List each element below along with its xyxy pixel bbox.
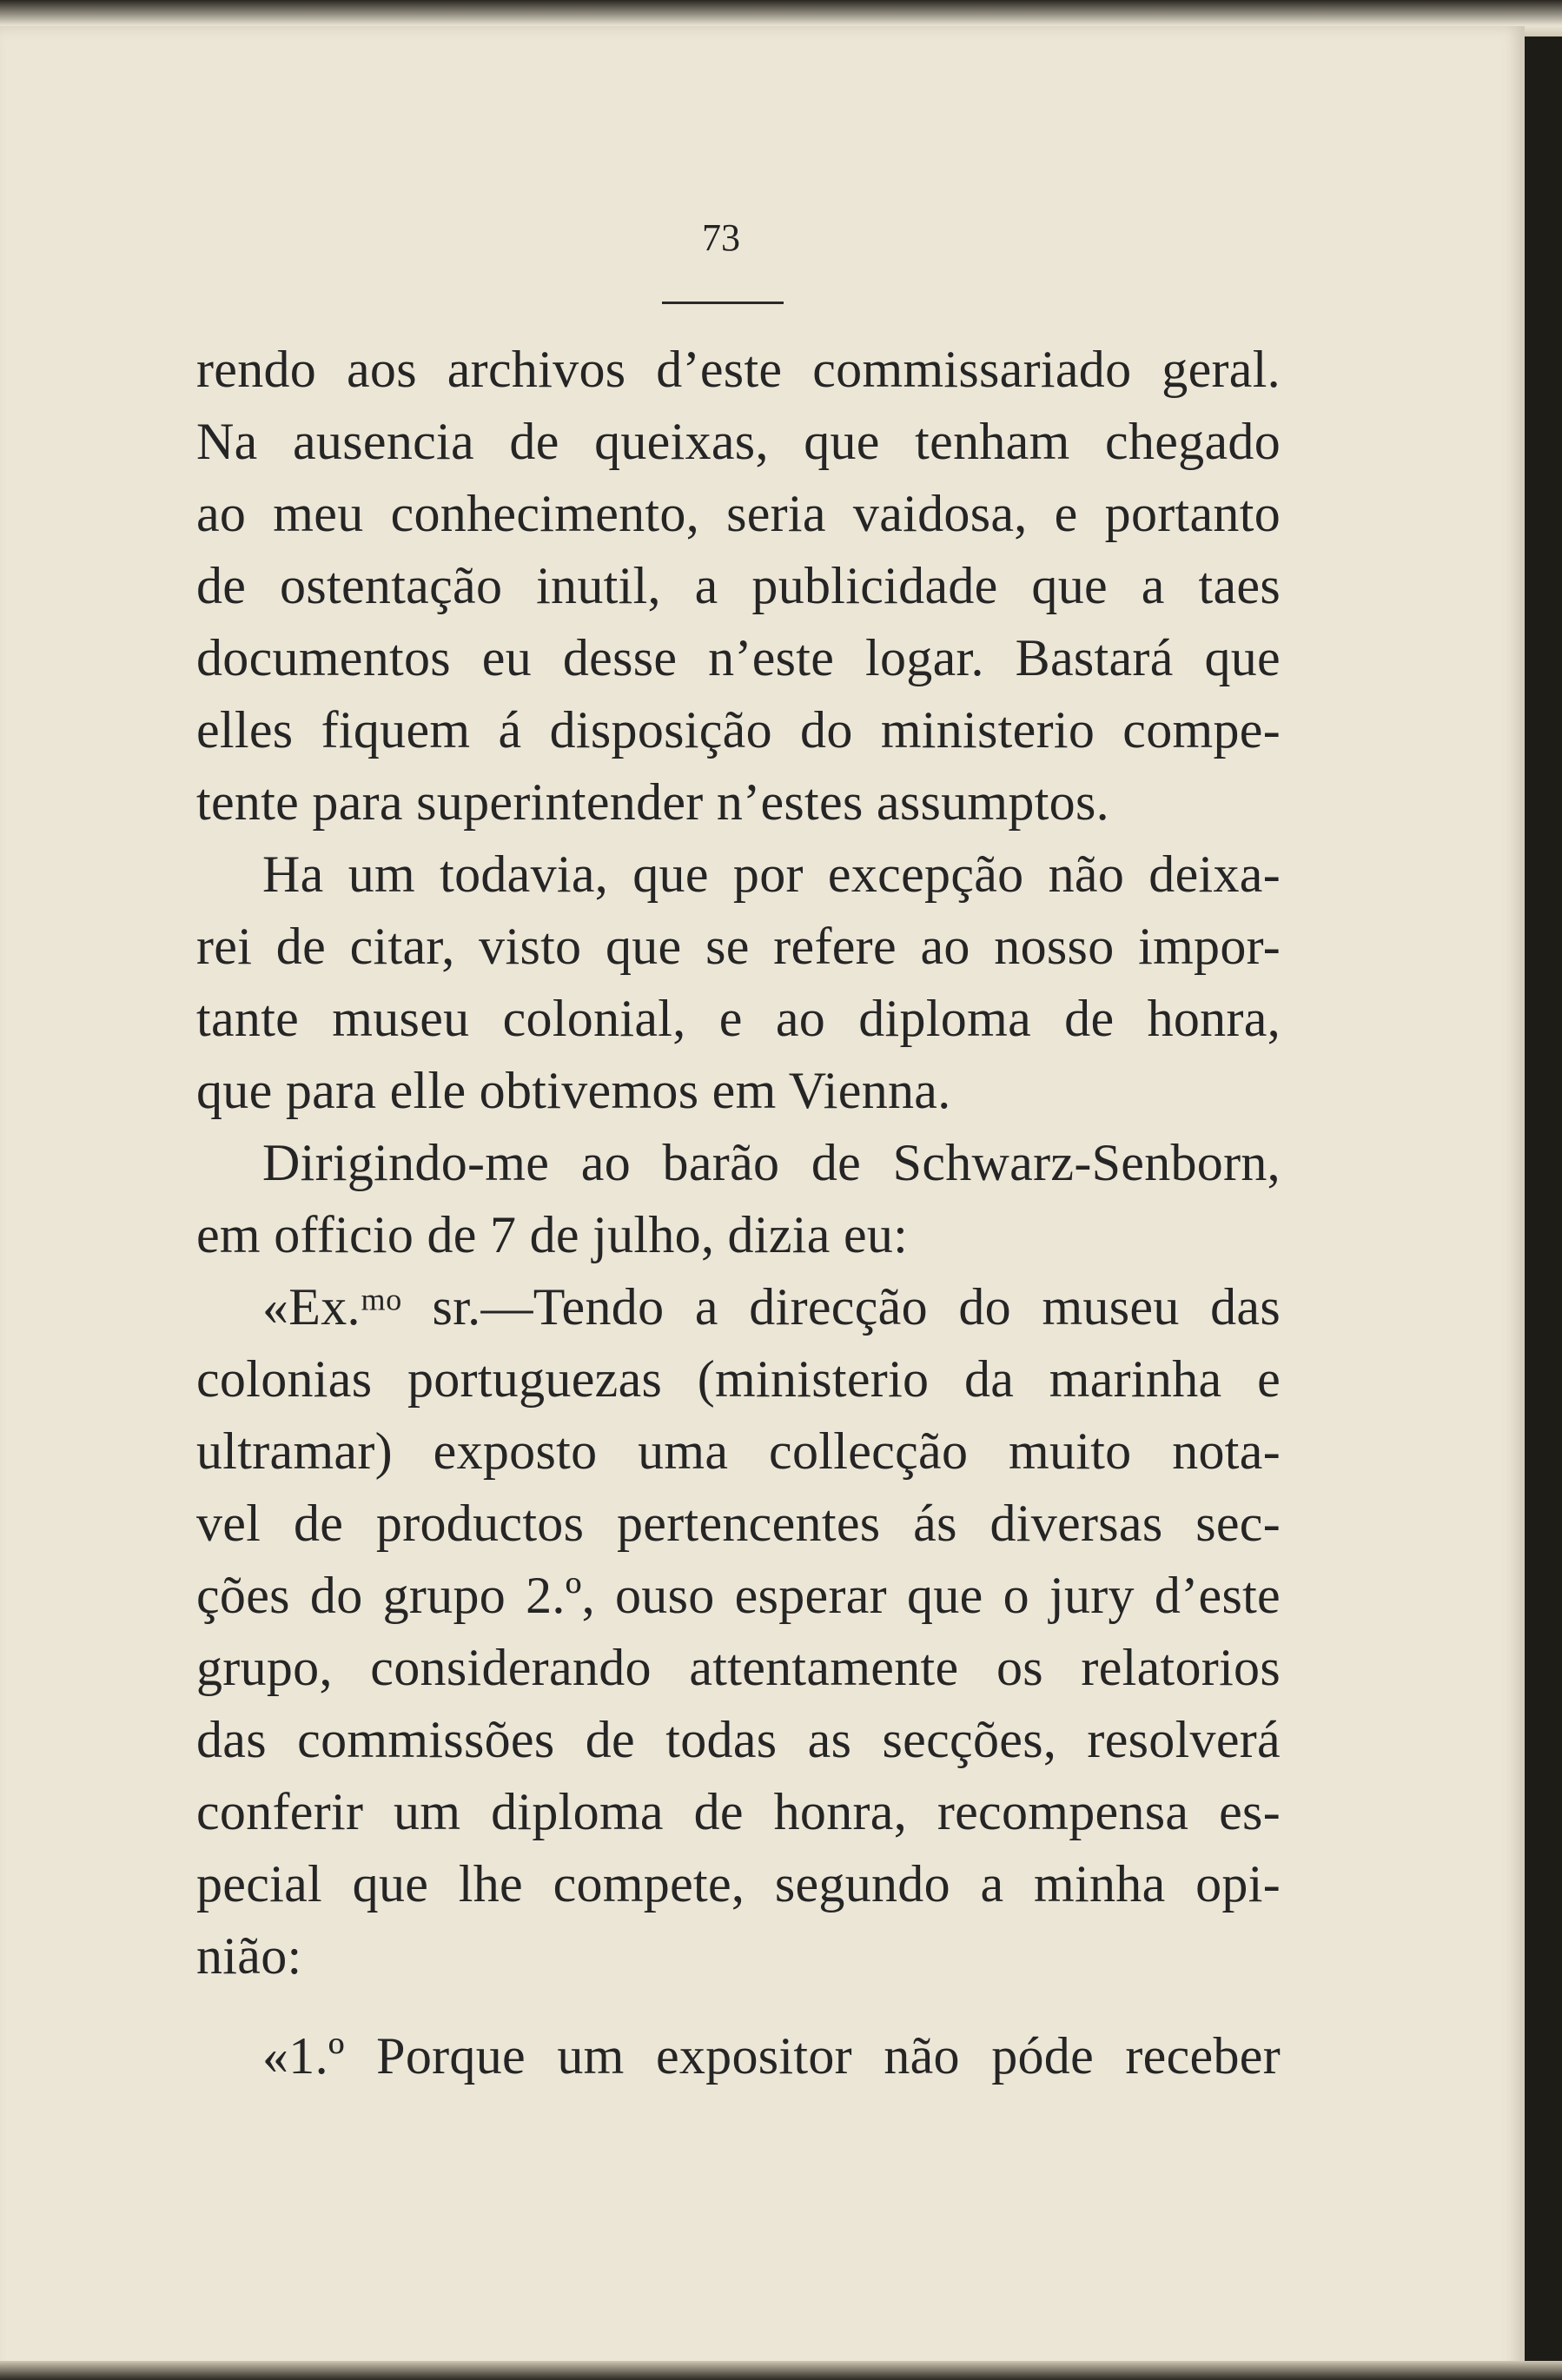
text-line: documentos eu desse n’este logar. Bastará que — [196, 629, 1281, 686]
text-line: tente para superintender n’estes assumptos. — [196, 773, 1109, 831]
text-line: de ostentação inutil, a publicidade que a taes — [196, 557, 1281, 614]
book-page — [0, 26, 1525, 2380]
page-number: 73 — [702, 216, 740, 259]
text-line: nião: — [196, 1927, 302, 1985]
text-line: rei de citar, visto que se refere ao nosso impor- — [196, 918, 1281, 975]
page-number-rule — [662, 302, 784, 304]
text-line: Ha um todavia, que por excepção não deixa- — [262, 845, 1281, 903]
text-line: Na ausencia de queixas, que tenham chegado — [196, 413, 1281, 470]
text-line: pecial que lhe compete, segundo a minha opi- — [196, 1855, 1281, 1913]
text-line: ao meu conhecimento, seria vaidosa, e portanto — [196, 485, 1281, 542]
text-line: colonias portuguezas (ministerio da marinha e — [196, 1350, 1281, 1408]
text-line: vel de productos pertencentes ás diversas sec- — [196, 1495, 1281, 1552]
text-line: das commissões de todas as secções, resolverá — [196, 1711, 1281, 1768]
text-line: «Ex.ᵐᵒ sr.—Tendo a direcção do museu das — [262, 1278, 1281, 1336]
text-line: conferir um diploma de honra, recompensa es- — [196, 1783, 1281, 1840]
book-bottom-edge — [0, 2361, 1562, 2380]
text-line: Dirigindo-me ao barão de Schwarz-Senborn, — [262, 1134, 1281, 1191]
text-line: tante museu colonial, e ao diploma de honra, — [196, 990, 1281, 1047]
text-line: grupo, considerando attentamente os relatorios — [196, 1639, 1281, 1696]
text-line: ultramar) exposto uma collecção muito nota- — [196, 1422, 1281, 1480]
text-line: em officio de 7 de julho, dizia eu: — [196, 1206, 909, 1263]
text-line: elles fiquem á disposição do ministerio compe- — [196, 701, 1281, 759]
text-line: rendo aos archivos d’este commissariado geral. — [196, 341, 1281, 398]
text-line: ções do grupo 2.º, ouso esperar que o jury d’este — [196, 1567, 1281, 1624]
text-line: «1.º Porque um expositor não póde receber — [262, 2027, 1281, 2085]
text-line: que para elle obtivemos em Vienna. — [196, 1062, 951, 1119]
